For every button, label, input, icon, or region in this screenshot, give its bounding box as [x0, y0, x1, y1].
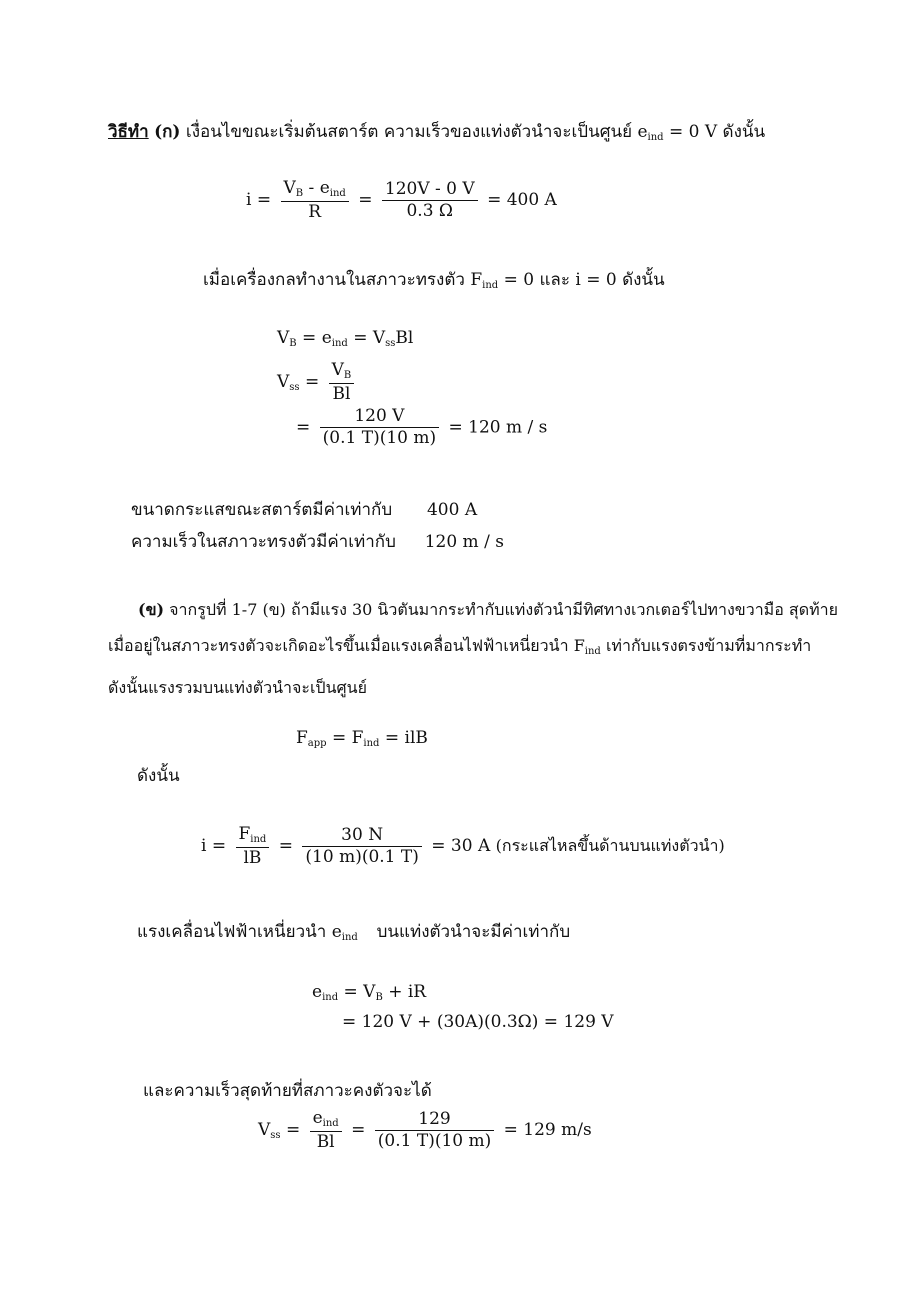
equation-vss-line3: = $\frac{120 V}{(0.1 T)(10 m)}$ = 120 m / s — [296, 406, 548, 449]
part-b-paragraph: (ข) จากรูปที่ 1-7 (ข) ถ้ามีแรง 30 นิวตันมากระทำกับแท่งตัวนำมีทิศทางเวกเตอร์ไปทางขวามือ สุดท้าย เมื่ออยู่ในสภาวะทรงตัวจะเกิดอะไรขึ้นเมื่อแรงเคลื่อนไฟฟ้าเหนี่ยวนำ $F_{ind}$ เท่ากับแรงตรงข้ามที่มากระทำ ดังนั้นแรงรวมบนแท่งตัวนำจะเป็นศูนย์ — [108, 600, 838, 697]
equation-current-start: i = $\frac{V_B - e_{ind}}{R}$ = $\frac{120V - 0 V}{0.3 \Omega}$ = 400 A — [246, 178, 557, 222]
equation-vss-line2: $V_{ss}$ = $\frac{V_B}{Bl}$ — [277, 360, 358, 405]
fraction-120v-over-03ohm: $\frac{120V - 0 V}{0.3 \Omega}$ — [382, 179, 478, 223]
steady-state-intro: เมื่อเครื่องกลทำงานในสภาวะทรงตัว $F_{ind} = 0$ และ i = 0 ดังนั้น — [203, 270, 665, 291]
therefore-label: ดังนั้น — [137, 766, 180, 786]
equation-emf-line1: $e_{ind} = V_B$ + iR — [312, 982, 427, 1003]
summary-speed-value: 120 m / s — [424, 532, 504, 552]
e-ind-symbol: $e_{ind}$ — [637, 122, 664, 143]
summary-speed: ความเร็วในสภาวะทรงตัวมีค่าเท่ากับ 120 m / s — [131, 532, 504, 552]
final-speed-intro: และความเร็วสุดท้ายที่สภาวะคงตัวจะได้ — [143, 1081, 432, 1101]
equation-final-speed: $V_{ss}$ = $\frac{e_{ind}}{Bl}$ = $\frac{129}{(0.1 T)(10 m)}$ = 129 m/s — [258, 1108, 592, 1152]
part-a-intro-line — [108, 118, 765, 145]
equation-force-balance: $F_{app} = F_{ind}$ = ilB — [296, 728, 428, 749]
current-direction-note: (กระแสไหลขึ้นด้านบนแท่งตัวนำ) — [495, 835, 725, 855]
equation-current-b: i = $\frac{F_{ind}}{lB}$ = $\frac{30 N}{(10 m)(0.1 T)}$ = 30 A (กระแสไหลขึ้นด้านบนแท่งตัวนำ) — [201, 824, 725, 868]
part-a-intro: เงื่อนไขขณะเริ่มต้นสตาร์ต ความเร็วของแท่งตัวนำจะเป็นศูนย์ — [185, 122, 633, 142]
part-a-label: (ก) — [154, 122, 181, 142]
solution-label: วิธีทำ — [108, 122, 149, 142]
summary-current: ขนาดกระแสขณะสตาร์ตมีค่าเท่ากับ 400 A — [131, 500, 478, 520]
equation-emf-line2: = 120 V + (30A)(0.3Ω) = 129 V — [342, 1012, 614, 1032]
fraction-vb-eind-over-r: $\frac{V_B - e_{ind}}{R}$ — [281, 178, 349, 223]
emf-intro: แรงเคลื่อนไฟฟ้าเหนี่ยวนำ $e_{ind}$ บนแท่งตัวนำจะมีค่าเท่ากับ — [137, 922, 571, 943]
summary-current-value: 400 A — [426, 500, 478, 520]
part-a-intro-eq: = 0 V ดังนั้น — [669, 122, 766, 142]
equation-vb-line1: $V_B = e_{ind} = V_{ss}Bl$ — [277, 328, 414, 349]
